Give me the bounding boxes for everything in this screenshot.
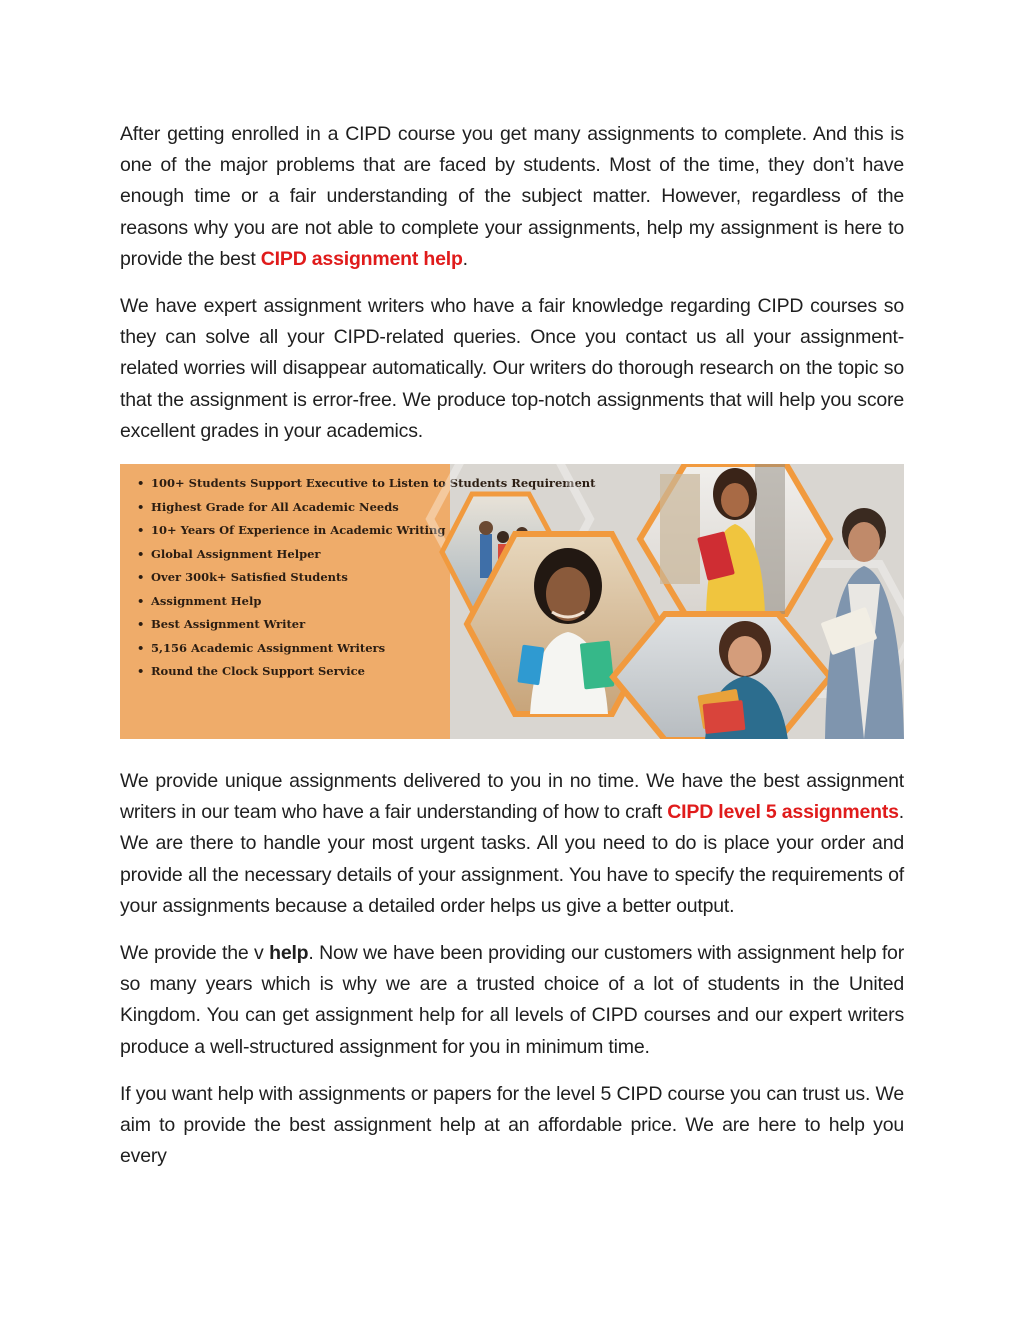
paragraph-writers: We have expert assignment writers who have a fair knowledge regarding CIPD courses so they can solve all your CIPD-related queries. Once you contact us all your assignment-related worries will disappear automatically. Our writers do thorough research on the topic so that the assignment is error-free. We produce top-notch assignments that will help you score excellent grades in your academics. — [120, 295, 904, 442]
paragraph-level5: If you want help with assignments or papers for the level 5 CIPD course you can trust us. We aim to provide the best assignment help at an affordable price. We are here to help you every — [120, 1082, 904, 1168]
banner-feature-item: • 10+ Years Of Experience in Academic Writing — [134, 519, 595, 543]
paragraph-trusted-text: We provide the v — [120, 942, 270, 965]
girl-in-yellow-hexagon — [640, 464, 830, 614]
paragraph-unique-text: We provide unique assignments delivered to you in no time. We have the best assignment writers in our team who have a fair understanding of how to craft — [120, 770, 904, 824]
promo-banner-image — [120, 464, 904, 739]
young-man-with-book — [821, 508, 904, 739]
paragraph-unique-text-end: . We are there to handle your most urgent tasks. All you need to do is place your order and provide all the necessary details of your assignment. You have to specify the requirements of your assignments because a detailed order helps us give a better output. — [120, 801, 905, 917]
banner-feature-item: • Highest Grade for All Academic Needs — [134, 496, 595, 520]
help-bold-text: help — [269, 942, 309, 965]
paragraph-unique-assignments — [120, 766, 904, 922]
banner-feature-item: • Over 300k+ Satisfied Students — [134, 566, 595, 590]
banner-feature-item: • Round the Clock Support Service — [134, 660, 595, 684]
banner-feature-item: • 100+ Students Support Executive to Listen to Students Requirement — [134, 472, 595, 496]
paragraph-trusted-choice — [120, 938, 904, 1063]
paragraph-intro — [120, 119, 904, 275]
banner-feature-item: • Best Assignment Writer — [134, 613, 595, 637]
paragraph-trusted-text-end: . Now we have been providing our customers with assignment help for so many years which is why we are a trusted choice of a lot of students in the United Kingdom. You can get assignment help for all levels of CIPD courses and our expert writers produce a well-structured assignment for you in minimum time. — [120, 942, 904, 1058]
document-page — [120, 119, 904, 1188]
cipd-level5-assignments-link[interactable]: CIPD level 5 assignments — [667, 801, 899, 824]
cipd-assignment-help-link[interactable]: CIPD assignment help — [260, 247, 463, 270]
banner-feature-item: • Global Assignment Helper — [134, 543, 595, 567]
paragraph-intro-end: . — [462, 247, 468, 270]
banner-feature-item: • 5,156 Academic Assignment Writers — [134, 637, 595, 661]
hexagon-photo-collage — [120, 464, 904, 739]
paragraph-intro-text: After getting enrolled in a CIPD course you get many assignments to complete. And this is one of the major problems that are faced by students. Most of the time, they don’t have enough time or a fair understanding of the subject matter. However, regardless of the reasons why you are not able to complete your assignments, help my assignment is here to provide the best — [120, 123, 904, 270]
banner-feature-item: • Assignment Help — [134, 590, 595, 614]
